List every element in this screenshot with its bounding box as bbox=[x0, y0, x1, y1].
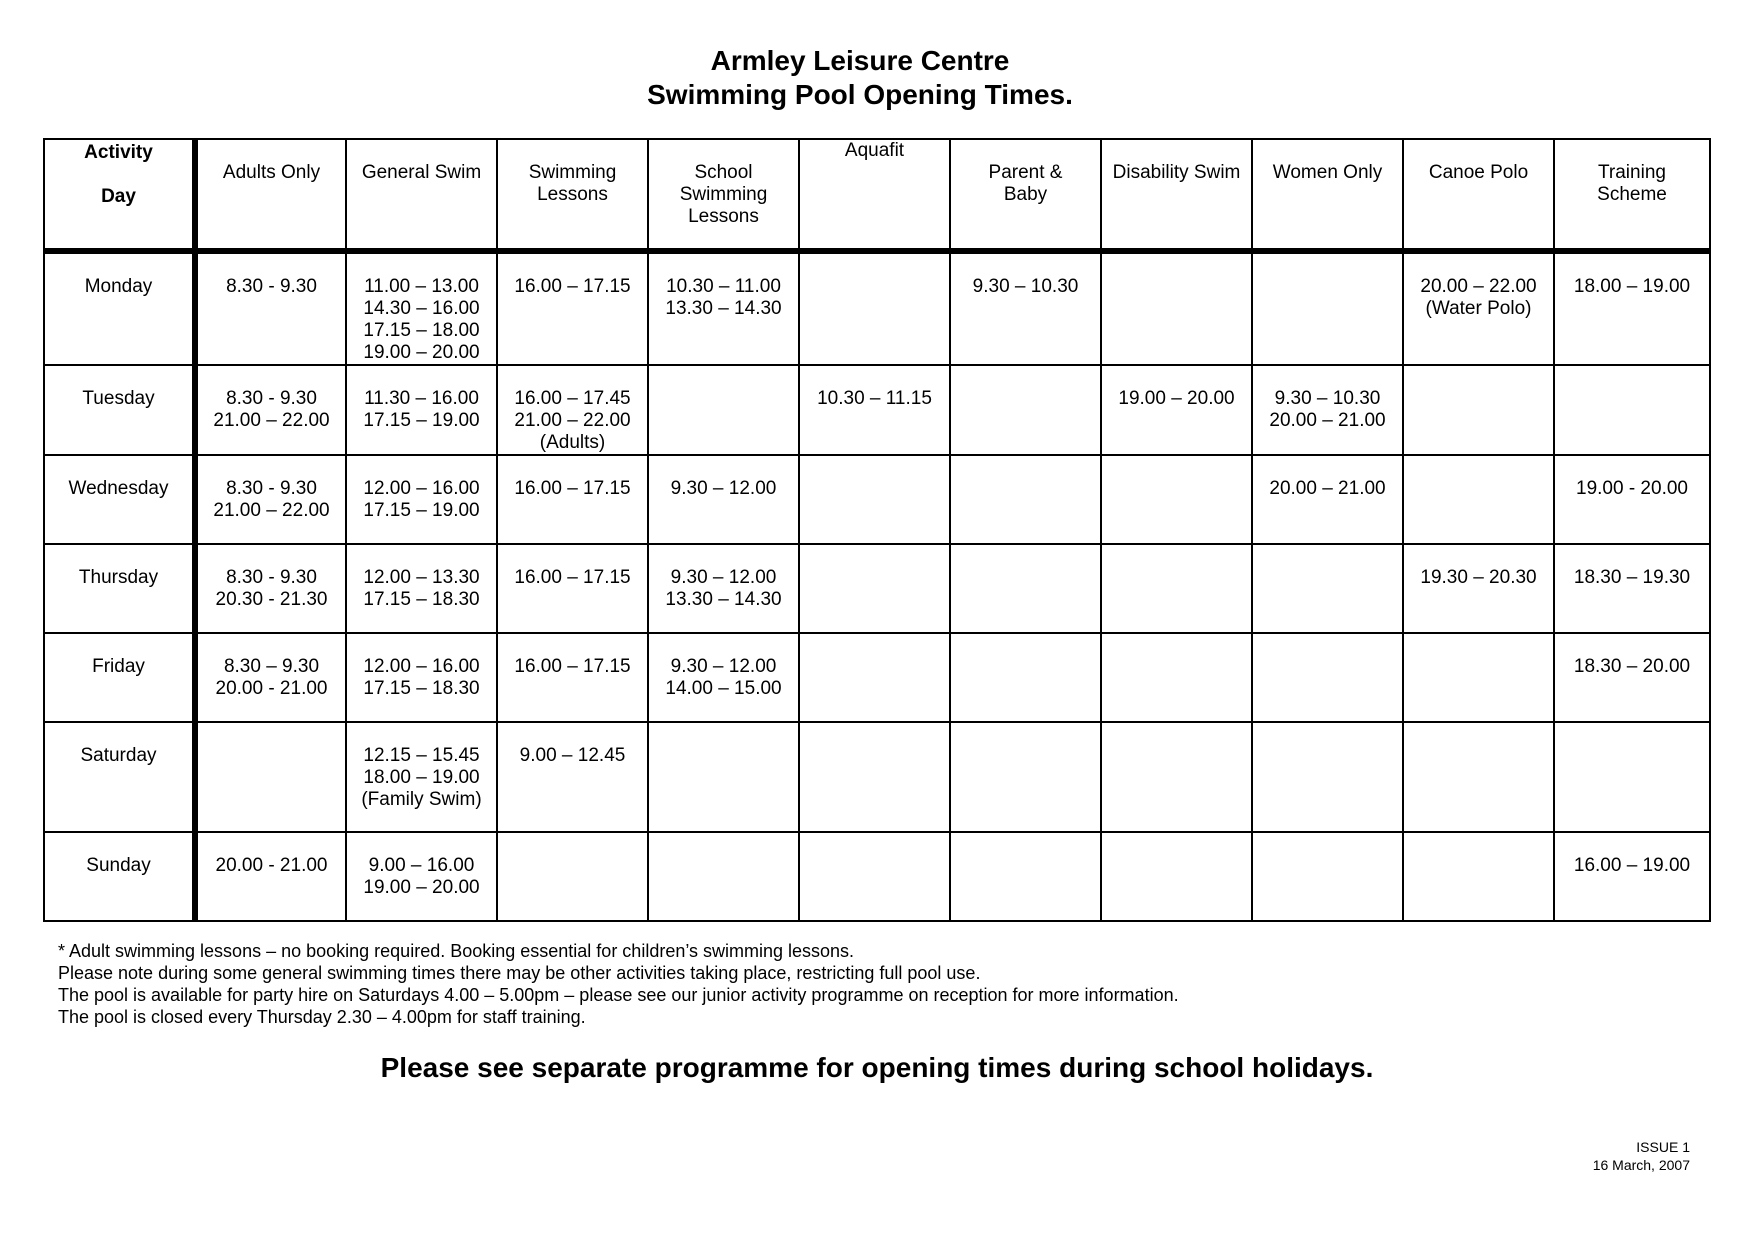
time-cell bbox=[950, 544, 1101, 633]
footnote-line: * Adult swimming lessons – no booking required. Booking essential for children’s swimming lessons. bbox=[58, 941, 855, 961]
time-cell bbox=[1554, 455, 1710, 544]
time-entry: 12.00 – 16.00 bbox=[363, 478, 480, 499]
time-entry: 20.00 – 22.00 bbox=[1420, 276, 1537, 297]
time-cell bbox=[497, 633, 648, 722]
column-header bbox=[1403, 139, 1554, 251]
time-cell bbox=[1554, 544, 1710, 633]
time-cell bbox=[195, 544, 346, 633]
footnote-line: The pool is available for party hire on Saturdays 4.00 – 5.00pm – please see our junior activity programme on reception for more information. bbox=[58, 985, 1179, 1005]
time-cell bbox=[950, 455, 1101, 544]
time-entry: 11.30 – 16.00 bbox=[364, 388, 479, 409]
time-entry: 9.30 – 10.30 bbox=[1274, 388, 1381, 409]
table-header-row bbox=[44, 139, 1710, 251]
time-cell bbox=[1101, 633, 1252, 722]
time-entry: 20.00 - 21.00 bbox=[215, 678, 328, 699]
time-cell bbox=[1403, 722, 1554, 832]
time-entry: 16.00 – 17.15 bbox=[514, 478, 631, 499]
time-entry: 12.00 – 13.30 bbox=[363, 567, 480, 588]
time-cell bbox=[1403, 455, 1554, 544]
column-header bbox=[648, 139, 799, 251]
issue-info bbox=[1593, 1138, 1690, 1174]
table-row bbox=[44, 544, 1710, 633]
time-cell bbox=[1252, 633, 1403, 722]
column-header-text: Baby bbox=[1003, 184, 1048, 205]
table-row bbox=[44, 365, 1710, 455]
day-cell: Thursday bbox=[44, 544, 195, 633]
column-header-text: School bbox=[694, 162, 753, 183]
column-header-text: Lessons bbox=[537, 184, 608, 205]
time-entry: 17.15 – 18.30 bbox=[363, 589, 480, 610]
table-row bbox=[44, 633, 1710, 722]
time-cell bbox=[346, 455, 497, 544]
time-cell bbox=[1554, 722, 1710, 832]
time-cell bbox=[950, 365, 1101, 455]
time-cell bbox=[950, 251, 1101, 365]
column-header-text: Disability Swim bbox=[1112, 162, 1241, 183]
column-header bbox=[346, 139, 497, 251]
time-cell bbox=[648, 365, 799, 455]
time-cell bbox=[1101, 455, 1252, 544]
time-entry: 13.30 – 14.30 bbox=[665, 298, 782, 319]
time-entry: 9.00 – 16.00 bbox=[368, 855, 475, 876]
time-cell bbox=[1554, 365, 1710, 455]
time-entry: 16.00 – 17.15 bbox=[514, 276, 631, 297]
time-entry: 19.00 – 20.00 bbox=[363, 877, 480, 898]
time-entry: 19.00 - 20.00 bbox=[1576, 478, 1688, 499]
time-entry: 13.30 – 14.30 bbox=[665, 589, 782, 610]
time-cell bbox=[497, 832, 648, 921]
time-cell bbox=[648, 544, 799, 633]
time-cell bbox=[799, 633, 950, 722]
time-entry: 14.00 – 15.00 bbox=[665, 678, 782, 699]
time-cell bbox=[1252, 832, 1403, 921]
time-cell bbox=[1101, 365, 1252, 455]
time-cell bbox=[950, 832, 1101, 921]
time-cell bbox=[799, 365, 950, 455]
column-header-text: Parent & bbox=[988, 162, 1063, 183]
day-cell: Wednesday bbox=[44, 455, 195, 544]
table-row bbox=[44, 722, 1710, 832]
time-cell bbox=[346, 251, 497, 365]
time-cell bbox=[1252, 251, 1403, 365]
time-entry: 8.30 - 9.30 bbox=[226, 388, 317, 409]
time-cell bbox=[346, 365, 497, 455]
time-entry: 16.00 – 17.15 bbox=[514, 656, 631, 677]
time-entry: 9.30 – 12.00 bbox=[670, 567, 777, 588]
header-activity-label: Activity bbox=[84, 142, 153, 163]
time-cell bbox=[1252, 365, 1403, 455]
time-entry: 16.00 – 17.15 bbox=[514, 567, 631, 588]
time-cell bbox=[195, 722, 346, 832]
footnote-line: Please note during some general swimming times there may be other activities taking place, restricting full pool use. bbox=[58, 963, 981, 983]
footnotes bbox=[58, 940, 1179, 1028]
column-header-text: Aquafit bbox=[844, 140, 905, 161]
column-header-text: Training bbox=[1598, 162, 1666, 183]
time-cell bbox=[648, 722, 799, 832]
time-entry: 8.30 - 9.30 bbox=[226, 478, 317, 499]
time-cell bbox=[648, 455, 799, 544]
day-cell: Monday bbox=[44, 251, 195, 365]
issue-date: 16 March, 2007 bbox=[1592, 1157, 1690, 1173]
time-cell bbox=[1252, 544, 1403, 633]
time-cell bbox=[346, 832, 497, 921]
time-cell bbox=[799, 251, 950, 365]
time-entry: 18.30 – 19.30 bbox=[1573, 567, 1691, 588]
column-header bbox=[1554, 139, 1710, 251]
time-entry: 18.00 – 19.00 bbox=[363, 767, 480, 788]
column-header-text: Women Only bbox=[1272, 162, 1383, 183]
time-cell bbox=[346, 633, 497, 722]
time-entry: 20.30 - 21.30 bbox=[215, 589, 328, 610]
time-cell bbox=[195, 365, 346, 455]
time-cell bbox=[1101, 544, 1252, 633]
column-header bbox=[1252, 139, 1403, 251]
title-line-1: Armley Leisure Centre bbox=[710, 45, 1010, 76]
time-entry: 20.00 – 21.00 bbox=[1269, 478, 1386, 499]
time-entry: 9.00 – 12.45 bbox=[519, 745, 626, 766]
day-cell: Sunday bbox=[44, 832, 195, 921]
time-entry: 19.30 – 20.30 bbox=[1420, 567, 1537, 588]
time-cell bbox=[950, 722, 1101, 832]
time-entry: 10.30 – 11.00 bbox=[666, 276, 781, 297]
time-entry: 12.00 – 16.00 bbox=[363, 656, 480, 677]
time-entry: 16.00 – 19.00 bbox=[1573, 855, 1691, 876]
page-title bbox=[0, 44, 1720, 112]
time-cell bbox=[1554, 251, 1710, 365]
time-entry: (Family Swim) bbox=[361, 789, 482, 810]
time-entry: 17.15 – 19.00 bbox=[363, 500, 480, 521]
time-cell bbox=[648, 633, 799, 722]
time-cell bbox=[1252, 722, 1403, 832]
column-header-text: General Swim bbox=[361, 162, 482, 183]
time-entry: 9.30 – 12.00 bbox=[670, 478, 777, 499]
time-cell bbox=[497, 722, 648, 832]
time-cell bbox=[195, 633, 346, 722]
time-cell bbox=[1101, 722, 1252, 832]
time-entry: 9.30 – 12.00 bbox=[670, 656, 777, 677]
time-entry: 19.00 – 20.00 bbox=[1118, 388, 1235, 409]
opening-times-table bbox=[43, 138, 1711, 922]
time-cell bbox=[497, 365, 648, 455]
column-header bbox=[799, 139, 950, 251]
time-cell bbox=[1554, 832, 1710, 921]
time-entry: 11.00 – 13.00 bbox=[364, 276, 479, 297]
title-line-2: Swimming Pool Opening Times. bbox=[647, 79, 1073, 110]
column-header bbox=[195, 139, 346, 251]
time-entry: 17.15 – 18.30 bbox=[363, 678, 480, 699]
time-entry: 12.15 – 15.45 bbox=[363, 745, 480, 766]
column-header-text: Swimming bbox=[679, 184, 768, 205]
time-entry: (Adults) bbox=[539, 432, 606, 453]
day-cell: Friday bbox=[44, 633, 195, 722]
time-entry: 8.30 - 9.30 bbox=[226, 567, 317, 588]
time-entry: 8.30 - 9.30 bbox=[226, 276, 317, 297]
time-cell bbox=[648, 251, 799, 365]
day-cell: Saturday bbox=[44, 722, 195, 832]
time-entry: 17.15 – 19.00 bbox=[363, 410, 480, 431]
column-header-text: Adults Only bbox=[222, 162, 321, 183]
time-entry: 14.30 – 16.00 bbox=[363, 298, 480, 319]
time-entry: 10.30 – 11.15 bbox=[817, 388, 932, 409]
time-entry: 16.00 – 17.45 bbox=[514, 388, 631, 409]
header-day-label: Day bbox=[101, 186, 136, 207]
time-cell bbox=[648, 832, 799, 921]
time-entry: 8.30 – 9.30 bbox=[223, 656, 320, 677]
header-activity-day bbox=[44, 139, 195, 251]
column-header bbox=[950, 139, 1101, 251]
issue-label: ISSUE 1 bbox=[1636, 1139, 1690, 1155]
time-entry: 19.00 – 20.00 bbox=[363, 342, 480, 363]
time-entry: 21.00 – 22.00 bbox=[514, 410, 631, 431]
time-cell bbox=[195, 832, 346, 921]
time-cell bbox=[799, 832, 950, 921]
time-cell bbox=[950, 633, 1101, 722]
time-entry: 21.00 – 22.00 bbox=[213, 410, 330, 431]
time-cell bbox=[799, 455, 950, 544]
column-header-text: Canoe Polo bbox=[1428, 162, 1529, 183]
time-entry: 20.00 – 21.00 bbox=[1269, 410, 1386, 431]
time-cell bbox=[799, 722, 950, 832]
time-cell bbox=[497, 251, 648, 365]
table-row bbox=[44, 832, 1710, 921]
table-body bbox=[44, 251, 1710, 921]
time-cell bbox=[195, 251, 346, 365]
time-cell bbox=[346, 722, 497, 832]
time-cell bbox=[1252, 455, 1403, 544]
table-row bbox=[44, 455, 1710, 544]
column-header-text: Scheme bbox=[1597, 184, 1667, 205]
time-entry: 18.00 – 19.00 bbox=[1573, 276, 1691, 297]
time-cell bbox=[497, 455, 648, 544]
time-entry: 18.30 – 20.00 bbox=[1573, 656, 1691, 677]
time-cell bbox=[1403, 832, 1554, 921]
time-entry: (Water Polo) bbox=[1425, 298, 1532, 319]
time-cell bbox=[346, 544, 497, 633]
holiday-notice: Please see separate programme for opening times during school holidays. bbox=[380, 1052, 1374, 1083]
time-cell bbox=[799, 544, 950, 633]
footnote-line: The pool is closed every Thursday 2.30 – 4.00pm for staff training. bbox=[58, 1007, 586, 1027]
time-cell bbox=[1554, 633, 1710, 722]
time-cell bbox=[1101, 832, 1252, 921]
column-header bbox=[497, 139, 648, 251]
time-cell bbox=[1403, 633, 1554, 722]
time-entry: 17.15 – 18.00 bbox=[363, 320, 480, 341]
time-entry: 20.00 - 21.00 bbox=[215, 855, 328, 876]
column-header-text: Lessons bbox=[688, 206, 759, 227]
time-cell bbox=[1403, 544, 1554, 633]
time-cell bbox=[195, 455, 346, 544]
time-cell bbox=[497, 544, 648, 633]
day-cell: Tuesday bbox=[44, 365, 195, 455]
time-cell bbox=[1101, 251, 1252, 365]
column-header-text: Swimming bbox=[528, 162, 617, 183]
column-header bbox=[1101, 139, 1252, 251]
time-cell bbox=[1403, 365, 1554, 455]
time-entry: 9.30 – 10.30 bbox=[972, 276, 1079, 297]
time-cell bbox=[1403, 251, 1554, 365]
time-entry: 21.00 – 22.00 bbox=[213, 500, 330, 521]
table-row bbox=[44, 251, 1710, 365]
